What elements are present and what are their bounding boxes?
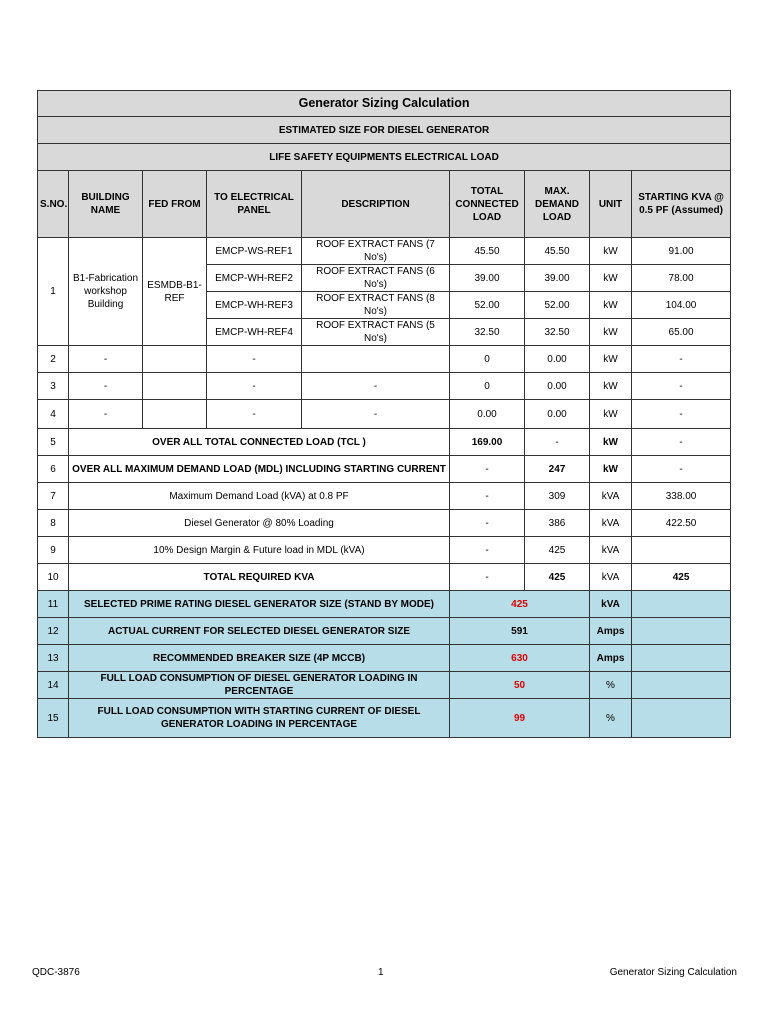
section-title: LIFE SAFETY EQUIPMENTS ELECTRICAL LOAD — [38, 144, 731, 171]
starting-kva-cell: 91.00 — [632, 238, 731, 265]
description-cell: ROOF EXTRACT FANS (5 No's) — [302, 319, 450, 346]
fed-from — [143, 346, 207, 373]
tcl-cell: 39.00 — [450, 265, 525, 292]
row-sno: 5 — [38, 429, 69, 456]
result-label: SELECTED PRIME RATING DIESEL GENERATOR SIZE (STAND BY MODE) — [69, 591, 450, 618]
table-row — [38, 564, 731, 591]
description-cell — [302, 346, 450, 373]
row-sno: 14 — [38, 672, 69, 699]
row-sno: 13 — [38, 645, 69, 672]
tcl-cell: 0 — [450, 346, 525, 373]
description-cell: ROOF EXTRACT FANS (6 No's) — [302, 265, 450, 292]
fed-from: ESMDB-B1-REF — [143, 238, 207, 346]
panel-cell: EMCP-WH-REF4 — [207, 319, 302, 346]
unit-cell: kVA — [590, 510, 632, 537]
starting-kva-cell — [632, 591, 731, 618]
tcl-cell: 52.00 — [450, 292, 525, 319]
panel-cell: - — [207, 373, 302, 400]
starting-kva-cell — [632, 537, 731, 564]
description-cell: - — [302, 400, 450, 429]
fed-from — [143, 400, 207, 429]
unit-cell: kVA — [590, 537, 632, 564]
description-cell: ROOF EXTRACT FANS (7 No's) — [302, 238, 450, 265]
header-starting-kva: STARTING KVA @ 0.5 PF (Assumed) — [632, 171, 731, 238]
row-sno: 7 — [38, 483, 69, 510]
starting-kva-cell: 65.00 — [632, 319, 731, 346]
tcl-cell: 0 — [450, 373, 525, 400]
header-description: DESCRIPTION — [302, 171, 450, 238]
row-sno: 10 — [38, 564, 69, 591]
starting-kva-cell: - — [632, 400, 731, 429]
unit-cell: kW — [590, 319, 632, 346]
generator-sizing-table — [37, 90, 731, 738]
row-sno: 1 — [38, 238, 69, 346]
tcl-cell: - — [450, 510, 525, 537]
unit-cell: kW — [590, 346, 632, 373]
table-row — [38, 537, 731, 564]
building-name: - — [69, 400, 143, 429]
header-building: BUILDING NAME — [69, 171, 143, 238]
row-sno: 3 — [38, 373, 69, 400]
row-sno: 4 — [38, 400, 69, 429]
unit-cell: kVA — [590, 591, 632, 618]
result-label: FULL LOAD CONSUMPTION WITH STARTING CURRENT OF DIESEL GENERATOR LOADING IN PERCENTAGE — [69, 699, 450, 738]
header-panel: TO ELECTRICAL PANEL — [207, 171, 302, 238]
starting-kva-cell: 425 — [632, 564, 731, 591]
tcl-cell: - — [450, 564, 525, 591]
starting-kva-cell — [632, 645, 731, 672]
table-row — [38, 456, 731, 483]
table-row — [38, 591, 731, 618]
starting-kva-cell: - — [632, 429, 731, 456]
unit-cell: Amps — [590, 618, 632, 645]
unit-cell: kW — [590, 373, 632, 400]
summary-label: Maximum Demand Load (kVA) at 0.8 PF — [69, 483, 450, 510]
unit-cell: kW — [590, 292, 632, 319]
result-label: RECOMMENDED BREAKER SIZE (4P MCCB) — [69, 645, 450, 672]
sheet-subtitle: ESTIMATED SIZE FOR DIESEL GENERATOR — [38, 117, 731, 144]
table-row — [38, 510, 731, 537]
row-sno: 9 — [38, 537, 69, 564]
mdl-cell: 386 — [525, 510, 590, 537]
starting-kva-cell: - — [632, 346, 731, 373]
fed-from — [143, 373, 207, 400]
table-row — [38, 483, 731, 510]
header-tcl: TOTAL CONNECTED LOAD — [450, 171, 525, 238]
mdl-cell: 425 — [525, 537, 590, 564]
table-row — [38, 373, 731, 400]
building-name: - — [69, 346, 143, 373]
table-row — [38, 429, 731, 456]
starting-kva-cell — [632, 699, 731, 738]
panel-cell: - — [207, 346, 302, 373]
description-cell: - — [302, 373, 450, 400]
starting-kva-cell: 338.00 — [632, 483, 731, 510]
table-row — [38, 618, 731, 645]
mdl-cell: 425 — [525, 564, 590, 591]
result-value: 425 — [450, 591, 590, 618]
header-sno: S.NO. — [38, 171, 69, 238]
tcl-cell: 0.00 — [450, 400, 525, 429]
mdl-cell: 0.00 — [525, 373, 590, 400]
unit-cell: kW — [590, 429, 632, 456]
header-unit: UNIT — [590, 171, 632, 238]
result-label: ACTUAL CURRENT FOR SELECTED DIESEL GENERATOR SIZE — [69, 618, 450, 645]
panel-cell: - — [207, 400, 302, 429]
tcl-cell: 45.50 — [450, 238, 525, 265]
row-sno: 8 — [38, 510, 69, 537]
summary-label: OVER ALL TOTAL CONNECTED LOAD (TCL ) — [69, 429, 450, 456]
unit-cell: Amps — [590, 645, 632, 672]
starting-kva-cell: 422.50 — [632, 510, 731, 537]
row-sno: 15 — [38, 699, 69, 738]
table-row — [38, 238, 731, 265]
unit-cell: kW — [590, 456, 632, 483]
table-row — [38, 699, 731, 738]
tcl-cell: - — [450, 537, 525, 564]
summary-label: TOTAL REQUIRED KVA — [69, 564, 450, 591]
table-row — [38, 645, 731, 672]
table-row — [38, 672, 731, 699]
tcl-cell: - — [450, 456, 525, 483]
building-name: B1-Fabrication workshop Building — [69, 238, 143, 346]
unit-cell: kW — [590, 265, 632, 292]
starting-kva-cell: 104.00 — [632, 292, 731, 319]
footer-title: Generator Sizing Calculation — [609, 967, 737, 978]
building-name: - — [69, 373, 143, 400]
result-value: 630 — [450, 645, 590, 672]
sheet-title: Generator Sizing Calculation — [38, 91, 731, 117]
unit-cell: kW — [590, 400, 632, 429]
starting-kva-cell — [632, 672, 731, 699]
mdl-cell: 32.50 — [525, 319, 590, 346]
mdl-cell: 309 — [525, 483, 590, 510]
panel-cell: EMCP-WS-REF1 — [207, 238, 302, 265]
row-sno: 12 — [38, 618, 69, 645]
footer-page-number: 1 — [378, 967, 384, 978]
mdl-cell: - — [525, 429, 590, 456]
unit-cell: kVA — [590, 564, 632, 591]
row-sno: 6 — [38, 456, 69, 483]
mdl-cell: 45.50 — [525, 238, 590, 265]
description-cell: ROOF EXTRACT FANS (8 No's) — [302, 292, 450, 319]
mdl-cell: 247 — [525, 456, 590, 483]
result-value: 50 — [450, 672, 590, 699]
unit-cell: % — [590, 672, 632, 699]
summary-label: Diesel Generator @ 80% Loading — [69, 510, 450, 537]
result-value: 591 — [450, 618, 590, 645]
unit-cell: kVA — [590, 483, 632, 510]
mdl-cell: 39.00 — [525, 265, 590, 292]
unit-cell: % — [590, 699, 632, 738]
tcl-cell: 169.00 — [450, 429, 525, 456]
summary-label: 10% Design Margin & Future load in MDL (kVA) — [69, 537, 450, 564]
tcl-cell: - — [450, 483, 525, 510]
table-row — [38, 400, 731, 429]
row-sno: 2 — [38, 346, 69, 373]
starting-kva-cell: - — [632, 456, 731, 483]
result-value: 99 — [450, 699, 590, 738]
table-row — [38, 346, 731, 373]
starting-kva-cell: 78.00 — [632, 265, 731, 292]
header-fed-from: FED FROM — [143, 171, 207, 238]
summary-label: OVER ALL MAXIMUM DEMAND LOAD (MDL) INCLUDING STARTING CURRENT — [69, 456, 450, 483]
header-mdl: MAX. DEMAND LOAD — [525, 171, 590, 238]
mdl-cell: 0.00 — [525, 400, 590, 429]
unit-cell: kW — [590, 238, 632, 265]
row-sno: 11 — [38, 591, 69, 618]
starting-kva-cell: - — [632, 373, 731, 400]
result-label: FULL LOAD CONSUMPTION OF DIESEL GENERATOR LOADING IN PERCENTAGE — [69, 672, 450, 699]
panel-cell: EMCP-WH-REF3 — [207, 292, 302, 319]
mdl-cell: 0.00 — [525, 346, 590, 373]
panel-cell: EMCP-WH-REF2 — [207, 265, 302, 292]
mdl-cell: 52.00 — [525, 292, 590, 319]
starting-kva-cell — [632, 618, 731, 645]
footer-document-code: QDC-3876 — [32, 967, 80, 978]
tcl-cell: 32.50 — [450, 319, 525, 346]
